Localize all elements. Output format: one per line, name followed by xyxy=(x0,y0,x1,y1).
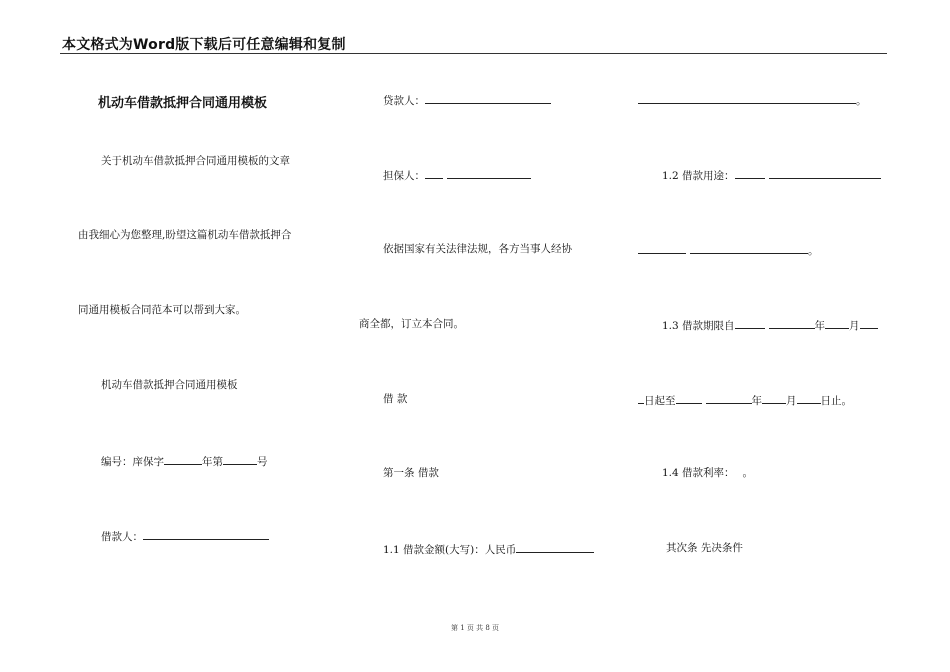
article-1-heading: 第一条 借款 xyxy=(383,467,439,479)
intro-line-3: 同通用模板合同范本可以帮到大家。 xyxy=(78,304,246,316)
term-blank-3[interactable] xyxy=(825,317,849,329)
borrower-line xyxy=(101,528,269,544)
term-end-blank-2[interactable] xyxy=(706,392,752,404)
number-suffix: 号 xyxy=(257,456,268,468)
intro-line-1: 关于机动车借款抵押合同通用模板的文章 xyxy=(101,155,290,167)
term-end-month: 月 xyxy=(786,395,797,407)
number-prefix: 庠保字 xyxy=(132,456,164,468)
purpose-continued-line xyxy=(638,242,819,258)
purpose-label: 1.2 借款用途： xyxy=(662,170,735,182)
number-year: 年第 xyxy=(202,456,223,468)
lender-blank[interactable] xyxy=(425,92,551,104)
term-end-blank-3[interactable] xyxy=(762,392,786,404)
amount-line xyxy=(383,541,594,557)
rate-line xyxy=(662,466,753,480)
term-blank-1[interactable] xyxy=(735,317,765,329)
number-blank-2[interactable] xyxy=(223,453,257,465)
term-end-suffix: 日止。 xyxy=(820,395,852,407)
purpose-continued-blank-1[interactable] xyxy=(638,242,686,254)
borrower-label: 借款人： xyxy=(101,531,143,543)
purpose-end-mark: 。 xyxy=(808,245,819,257)
article-2-heading: 其次条 先决条件 xyxy=(666,542,743,554)
lender-label: 贷款人： xyxy=(383,95,425,107)
page-footer: 第 1 页 共 8 页 xyxy=(450,624,500,632)
amount-end-mark: 。 xyxy=(856,95,867,107)
intro-line-2: 由我细心为您整理,盼望这篇机动车借款抵押合 xyxy=(78,229,292,241)
term-blank-2[interactable] xyxy=(769,317,815,329)
subtitle: 机动车借款抵押合同通用模板 xyxy=(101,379,238,391)
term-blank-4[interactable] xyxy=(860,317,878,329)
rate-end-mark: 。 xyxy=(742,467,754,479)
banner-rule xyxy=(60,53,887,54)
guarantor-line xyxy=(383,167,531,183)
term-year: 年 xyxy=(814,320,826,332)
number-blank-1[interactable] xyxy=(164,453,202,465)
law-line-1: 依据国家有关法律法规，各方当事人经协 xyxy=(383,243,572,255)
term-month: 月 xyxy=(849,320,860,332)
amount-continued-line xyxy=(638,92,867,108)
purpose-blank-2[interactable] xyxy=(769,167,881,179)
lender-line xyxy=(383,92,551,108)
guarantor-blank-1[interactable] xyxy=(425,167,443,179)
rate-label: 1.4 借款利率： xyxy=(662,467,735,479)
section-heading: 借 款 xyxy=(383,393,408,405)
term-end-blank-4[interactable] xyxy=(797,392,821,404)
guarantor-blank-2[interactable] xyxy=(447,167,531,179)
amount-continued-blank[interactable] xyxy=(638,92,856,104)
number-label: 编号： xyxy=(101,456,133,468)
term-label: 1.3 借款期限自 xyxy=(662,320,735,332)
term-end-year: 年 xyxy=(751,395,762,407)
amount-label: 1.1 借款金额(大写)：人民币 xyxy=(383,544,517,556)
law-line-2: 商全都，订立本合同。 xyxy=(359,318,464,330)
guarantor-label: 担保人： xyxy=(383,170,425,182)
term-line xyxy=(662,317,878,333)
contract-title: 机动车借款抵押合同通用模板 xyxy=(98,96,268,111)
term-end-line xyxy=(638,392,852,408)
purpose-continued-blank-2[interactable] xyxy=(690,242,808,254)
amount-blank[interactable] xyxy=(516,541,594,553)
term-from-suffix: 日起至 xyxy=(644,395,676,407)
term-end-blank-1[interactable] xyxy=(676,392,702,404)
purpose-blank-1[interactable] xyxy=(735,167,765,179)
borrower-blank[interactable] xyxy=(143,528,269,540)
document-banner: 本文格式为Word版下载后可任意编辑和复制 xyxy=(62,37,346,53)
contract-number xyxy=(101,453,268,469)
purpose-line xyxy=(662,167,881,183)
